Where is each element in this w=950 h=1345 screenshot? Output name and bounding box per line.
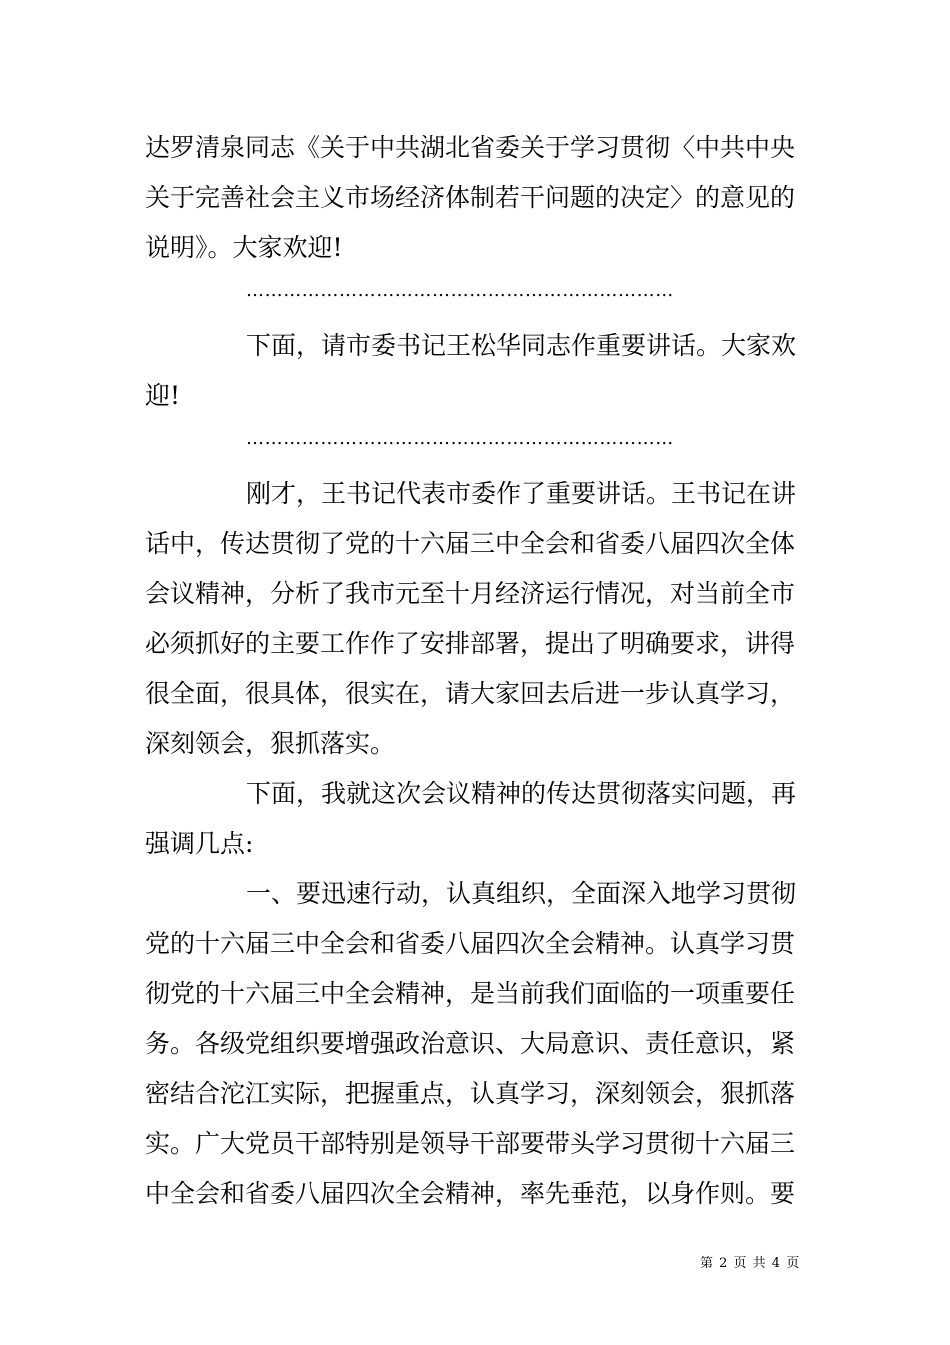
text-line: 关于完善社会主义市场经济体制若干问题的决定〉的意见的 [145, 183, 796, 212]
text-line: 彻党的十六届三中全会精神，是当前我们面临的一项重要任 [145, 979, 796, 1008]
text-line: 强调几点: [145, 829, 254, 858]
text-line: 达罗清泉同志《关于中共湖北省委关于学习贯彻〈中共中央 [145, 133, 796, 162]
ellipsis-separator: …………………………………………………………… [246, 428, 674, 449]
text-line: 中全会和省委八届四次全会精神，率先垂范，以身作则。要 [145, 1179, 796, 1208]
page-number-footer: 第 2 页 共 4 页 [700, 1256, 800, 1271]
text-line: 密结合沱江实际，把握重点，认真学习，深刻领会，狠抓落 [145, 1079, 796, 1108]
paragraph-first-line: 刚才，王书记代表市委作了重要讲话。王书记在讲 [246, 479, 797, 508]
text-line: 很全面，很具体，很实在，请大家回去后进一步认真学习， [145, 679, 796, 708]
text-line: 必须抓好的主要工作作了安排部署，提出了明确要求，讲得 [145, 629, 796, 658]
text-line: 实。广大党员干部特别是领导干部要带头学习贯彻十六届三 [145, 1129, 796, 1158]
ellipsis-separator: …………………………………………………………… [246, 280, 674, 301]
text-line: 说明》。大家欢迎! [145, 233, 343, 262]
text-line: 党的十六届三中全会和省委八届四次全会精神。认真学习贯 [145, 929, 796, 958]
text-line: 深刻领会，狠抓落实。 [145, 729, 396, 758]
text-line: 会议精神，分析了我市元至十月经济运行情况，对当前全市 [145, 579, 796, 608]
paragraph-first-line: 一、要迅速行动，认真组织，全面深入地学习贯彻 [246, 879, 797, 908]
text-line: 话中，传达贯彻了党的十六届三中全会和省委八届四次全体 [145, 529, 796, 558]
text-line: 迎! [145, 381, 181, 410]
text-line: 务。各级党组织要增强政治意识、大局意识、责任意识，紧 [145, 1029, 796, 1058]
paragraph-first-line: 下面，请市委书记王松华同志作重要讲话。大家欢 [246, 331, 797, 360]
paragraph-first-line: 下面，我就这次会议精神的传达贯彻落实问题，再 [246, 779, 797, 808]
